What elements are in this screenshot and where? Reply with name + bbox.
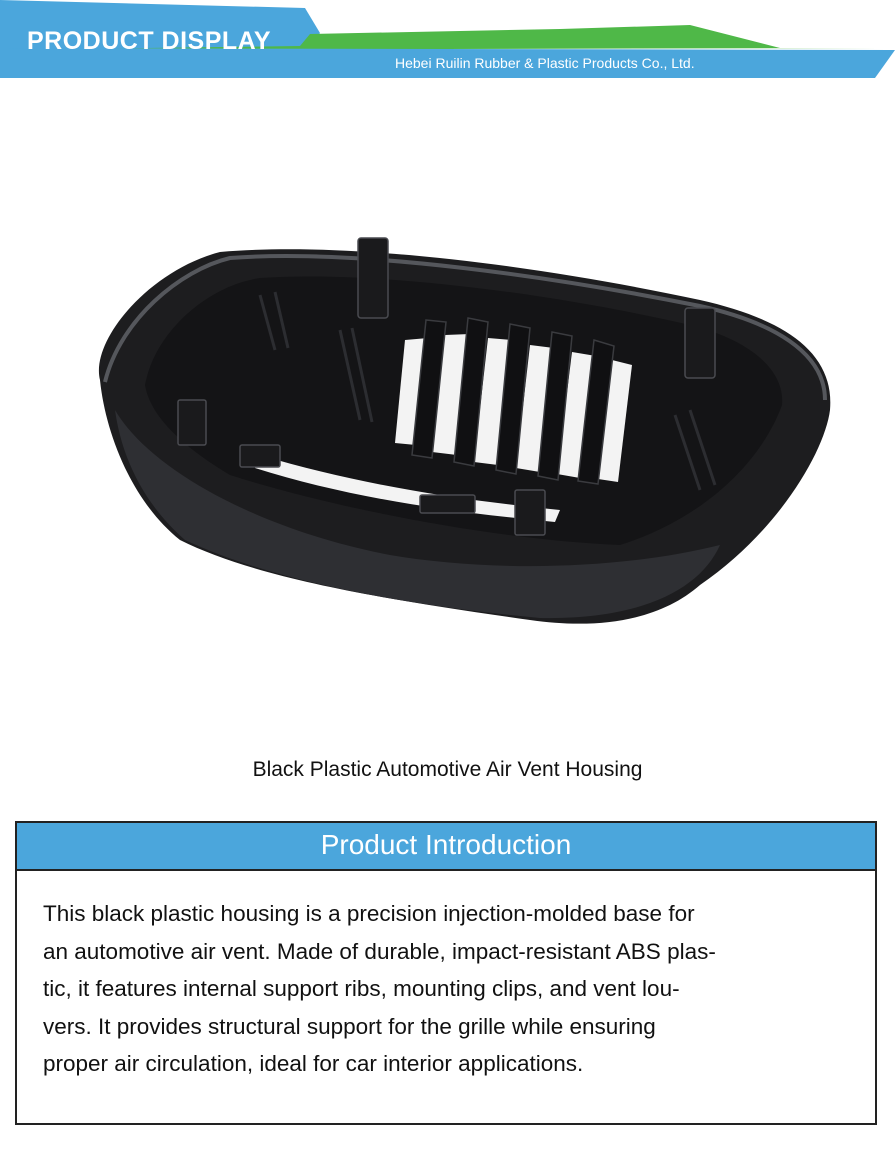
company-name: Hebei Ruilin Rubber & Plastic Products Co., Ltd. [395,55,695,71]
intro-line: vers. It provides structural support for the grille while ensuring [43,1013,656,1039]
header-banner [0,0,895,80]
section-heading: Product Introduction [17,823,875,871]
intro-line: tic, it features internal support ribs, mounting clips, and vent lou- [43,976,680,1001]
page-title: PRODUCT DISPLAY [27,27,272,55]
product-photo [60,200,860,650]
intro-line: This black plastic housing is a precision injection-molded base for [43,901,695,926]
air-vent-housing-icon [60,200,860,650]
product-introduction-section [15,821,877,1125]
intro-line: an automotive air vent. Made of durable, impact-resistant ABS plas- [43,938,716,964]
product-caption: Black Plastic Automotive Air Vent Housing [252,758,643,781]
introduction-text [43,895,851,1083]
intro-line: proper air circulation, ideal for car interior applications. [43,1051,584,1076]
